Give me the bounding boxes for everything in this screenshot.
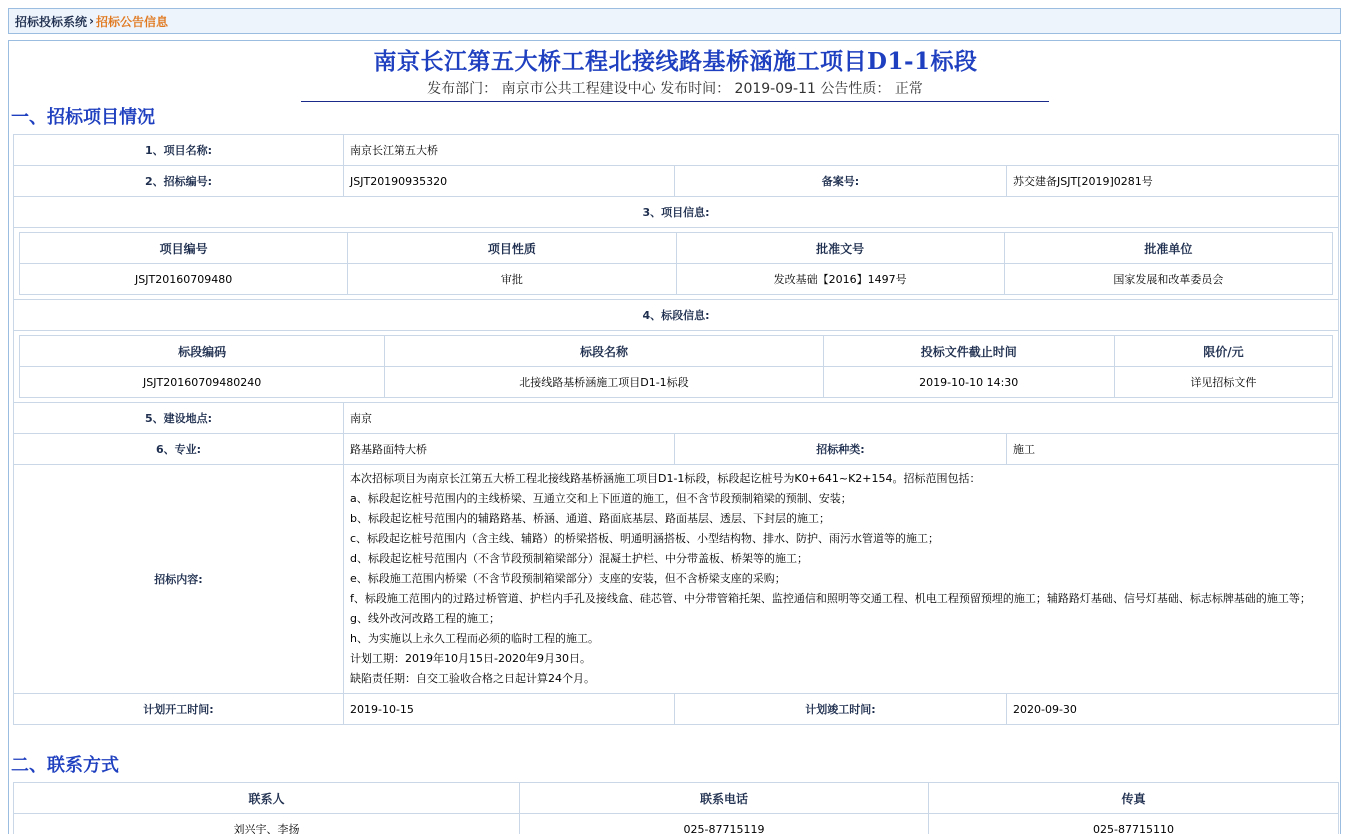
table-row (14, 434, 1339, 465)
record-number-value: 苏交建备JSJT[2019]0281号 (1007, 166, 1339, 197)
tender-code-label: 2、招标编号: (14, 166, 344, 197)
project-table (13, 134, 1339, 725)
section-header-price-limit: 限价/元 (1114, 336, 1332, 367)
info-cell-code: JSJT20160709480 (20, 264, 348, 295)
table-row (14, 331, 1339, 403)
major-value: 路基路面特大桥 (344, 434, 675, 465)
location-value: 南京 (344, 403, 1339, 434)
project-info-cell (14, 228, 1339, 300)
section-header-deadline: 投标文件截止时间 (823, 336, 1114, 367)
time-label: 发布时间： (660, 81, 731, 97)
content-line: f、标段施工范围内的过路过桥管道、护栏内手孔及接线盒、硅芯管、中分带管箱托架、监控通信和照明等交通工程、机电工程预留预埋的施工；辅路路灯基础、信号灯基础、标志标牌基础的施工等； (350, 592, 1311, 605)
tender-code-value: JSJT20190935320 (344, 166, 675, 197)
nature-value: 正常 (894, 81, 923, 97)
section-info-cell (14, 331, 1339, 403)
table-header-row (14, 783, 1339, 814)
content-line: a、标段起讫桩号范围内的主线桥梁、互通立交和上下匝道的施工，但不含节段预制箱梁的预制、安装； (350, 492, 852, 505)
start-time-value: 2019-10-15 (344, 694, 675, 725)
publish-meta (301, 78, 1049, 102)
contact-person: 刘兴宇、李扬 (14, 814, 520, 834)
content-label: 招标内容: (14, 465, 344, 694)
section-info-label: 4、标段信息: (14, 300, 1339, 331)
content-line: d、标段起讫桩号范围内（不含节段预制箱梁部分）混凝土护栏、中分带盖板、桥架等的施工； (350, 552, 808, 565)
section-heading-project: 一、招标项目情况 (11, 107, 155, 128)
table-row (20, 367, 1333, 398)
project-info-table (19, 232, 1333, 295)
dept-label: 发布部门： (427, 81, 498, 97)
table-row (14, 228, 1339, 300)
table-row (14, 465, 1339, 694)
nature-label: 公告性质： (820, 81, 891, 97)
notice-frame (8, 40, 1341, 834)
table-row (14, 300, 1339, 331)
contact-header-fax: 传真 (929, 783, 1339, 814)
info-header-approval-unit: 批准单位 (1004, 233, 1332, 264)
content-line: 计划工期：2019年10月15日-2020年9月30日。 (350, 652, 591, 665)
breadcrumb (8, 8, 1341, 34)
contact-header-person: 联系人 (14, 783, 520, 814)
contact-phone: 025-87715119 (520, 814, 929, 834)
content-line: h、为实施以上永久工程而必须的临时工程的施工。 (350, 632, 599, 645)
section-cell-name: 北接线路基桥涵施工项目D1-1标段 (385, 367, 823, 398)
section-info-table (19, 335, 1333, 398)
content-line: e、标段施工范围内桥梁（不含节段预制箱梁部分）支座的安装，但不含桥梁支座的采购； (350, 572, 786, 585)
section-heading-contact: 二、联系方式 (11, 755, 119, 776)
time-value: 2019-09-11 (734, 81, 816, 97)
end-time-value: 2020-09-30 (1007, 694, 1339, 725)
table-row (14, 135, 1339, 166)
info-cell-approval-no: 发改基础【2016】1497号 (676, 264, 1004, 295)
breadcrumb-root-link[interactable]: 招标投标系统 (15, 14, 88, 29)
info-cell-nature: 审批 (348, 264, 676, 295)
record-number-label: 备案号: (675, 166, 1007, 197)
section-header-code: 标段编码 (20, 336, 385, 367)
contact-fax: 025-87715110 (929, 814, 1339, 834)
table-row (20, 264, 1333, 295)
content-line: b、标段起讫桩号范围内的辅路路基、桥涵、通道、路面底基层、路面基层、透层、下封层的施工； (350, 512, 830, 525)
contact-table (13, 782, 1339, 834)
dept-value: 南京市公共工程建设中心 (501, 81, 656, 97)
start-time-label: 计划开工时间: (14, 694, 344, 725)
table-header-row (20, 233, 1333, 264)
end-time-label: 计划竣工时间: (675, 694, 1007, 725)
info-header-nature: 项目性质 (348, 233, 676, 264)
major-label: 6、专业: (14, 434, 344, 465)
breadcrumb-separator: › (89, 14, 94, 28)
section-cell-price-limit: 详见招标文件 (1114, 367, 1332, 398)
section-cell-deadline: 2019-10-10 14:30 (823, 367, 1114, 398)
contact-header-phone: 联系电话 (520, 783, 929, 814)
location-label: 5、建设地点: (14, 403, 344, 434)
tender-kind-value: 施工 (1007, 434, 1339, 465)
tender-kind-label: 招标种类: (675, 434, 1007, 465)
content-line: 缺陷责任期：自交工验收合格之日起计算24个月。 (350, 672, 595, 685)
content-line: c、标段起讫桩号范围内（含主线、辅路）的桥梁搭板、明通明涵搭板、小型结构物、排水、防护、雨污水管道等的施工； (350, 532, 940, 545)
table-row (14, 403, 1339, 434)
table-header-row (20, 336, 1333, 367)
table-row (14, 814, 1339, 834)
table-row (14, 197, 1339, 228)
section-cell-code: JSJT20160709480240 (20, 367, 385, 398)
section-header-name: 标段名称 (385, 336, 823, 367)
content-line: 本次招标项目为南京长江第五大桥工程北接线路基桥涵施工项目D1-1标段，标段起讫桩号为K0+641~K2+154。招标范围包括： (350, 472, 981, 485)
breadcrumb-current: 招标公告信息 (95, 14, 168, 29)
info-header-approval-no: 批准文号 (676, 233, 1004, 264)
content-line: g、线外改河改路工程的施工； (350, 612, 500, 625)
project-name-value: 南京长江第五大桥 (344, 135, 1339, 166)
content-value (344, 465, 1339, 694)
info-header-code: 项目编号 (20, 233, 348, 264)
info-cell-approval-unit: 国家发展和改革委员会 (1004, 264, 1332, 295)
project-name-label: 1、项目名称: (14, 135, 344, 166)
table-row (14, 166, 1339, 197)
project-info-label: 3、项目信息: (14, 197, 1339, 228)
table-row (14, 694, 1339, 725)
page-title: 南京长江第五大桥工程北接线路基桥涵施工项目D1-1标段 (373, 48, 978, 75)
